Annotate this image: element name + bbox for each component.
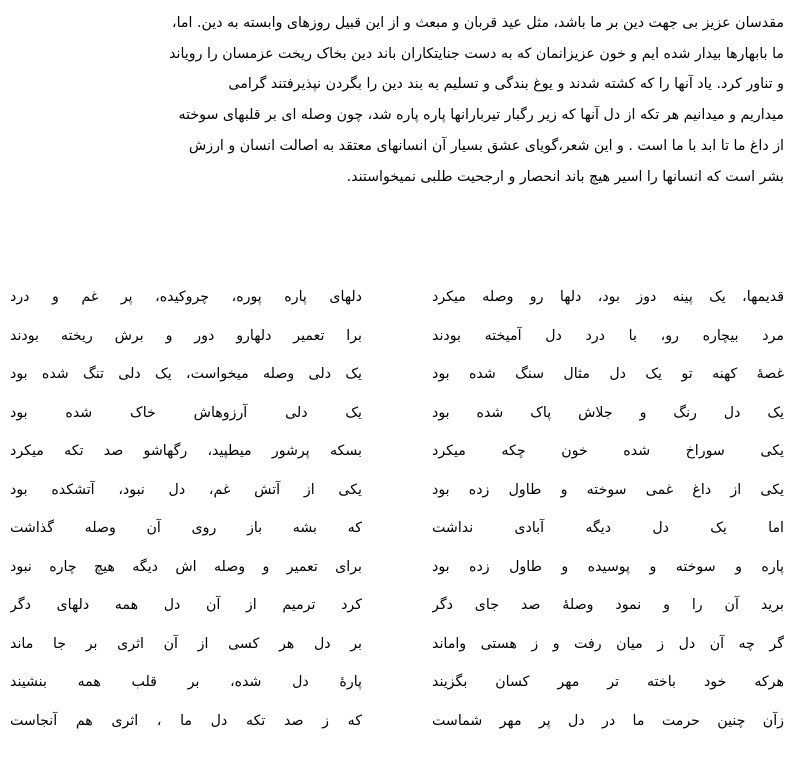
- verse-line: برید آن را و نمود وصلهٔ صد جای دگر: [432, 597, 784, 613]
- verse-line: یک دلی وصله میخواست، یک دلی تنگ شده بود: [10, 366, 362, 382]
- prose-line: ما بابهارها بیدار شده ایم و خون عزیزانمان که به دست جنایتکاران باند دین بخاک ریخت عزمسان را رویاند: [169, 45, 784, 62]
- prose-line: از داغ ما تا ابد با ما است . و این شعر،گویای عشق بسیار آن انسانهای معتقد به اصالت انسان و ارزش: [188, 137, 784, 154]
- verse-line: هرکه خود باخته تر مهر کسان بگزیند: [432, 674, 784, 690]
- verse-line: برا تعمیر دلهارو دور و برش ریخته بودند: [10, 327, 362, 344]
- verse-line: کرد ترمیم از آن دل همه دلهای دگر: [10, 597, 362, 613]
- verse-line: غصهٔ کهنه تو یک دل مثال سنگ شده بود: [432, 366, 784, 382]
- poem-column-second-hemistich: [10, 283, 362, 745]
- prose-line: مقدسان عزیز بی جهت دین بر ما باشد، مثل عید قربان و مبعث و از این قبیل روزهای وابسته به دین. اما،: [172, 15, 784, 31]
- prose-line: و تناور کرد. یاد آنها را که کشته شدند و یوغ بندگی و تسلیم به بند دین را بگردن نپذیرفتند گرامی: [228, 76, 784, 93]
- verse-line: یکی از آتش غم، دل نبود، آتشکده بود: [10, 481, 362, 498]
- verse-line: اما یک دل دیگه آبادی نداشت: [432, 520, 784, 536]
- prose-line: میداریم و میدانیم هر تکه از دل آنها که زیر رگبار تیربارانها پاره پاره شد، چون وصله ای بر قلبهای سوخته: [178, 107, 784, 124]
- verse-line: یکی از داغ غمی سوخته و طاول زده بود: [432, 481, 784, 498]
- verse-line: یکی سوراخ شده خون چکه میکرد: [432, 443, 784, 459]
- verse-line: قدیمها، یک پینه دوز بود، دلها رو وصله میکرد: [432, 289, 784, 305]
- prose-line: بشر است که انسانها را اسیر هیچ باند انحصار و ارجحیت طلبی نمیخواستند.: [346, 168, 784, 185]
- verse-line: دلهای پاره پوره، چروکیده، پر غم و درد: [10, 289, 362, 305]
- verse-line: یک دلی آرزوهاش خاک شده بود: [10, 404, 362, 421]
- intro-paragraph: [10, 8, 784, 192]
- verse-line: بر دل هر کسی از آن اثری بر جا ماند: [10, 635, 362, 652]
- verse-line: یک دل رنگ و جلاش پاک شده بود: [432, 404, 784, 421]
- verse-line: که ز صد تکه دل ما ، اثری هم آنجاست: [10, 712, 362, 729]
- verse-line: برای تعمیر و وصله اش دیگه هیچ چاره نبود: [10, 558, 362, 575]
- poem-column-first-hemistich: [432, 283, 784, 745]
- verse-line: که بشه باز روی آن وصله گذاشت: [10, 520, 362, 536]
- verse-line: زآن چنین حرمت ما در دل پر مهر شماست: [432, 712, 784, 729]
- verse-line: بسکه پرشور میطپید، رگهاشو صد تکه میکرد: [10, 443, 362, 459]
- verse-line: پارهٔ دل شده، بر قلب همه بنشیند: [10, 674, 362, 690]
- verse-line: پاره و سوخته و پوسیده و طاول زده بود: [432, 558, 784, 575]
- poem: [10, 283, 784, 753]
- verse-line: مرد بیچاره رو، با درد دل آمیخته بودند: [432, 327, 784, 344]
- verse-line: گر چه آن دل ز میان رفت و ز هستی واماند: [432, 635, 784, 652]
